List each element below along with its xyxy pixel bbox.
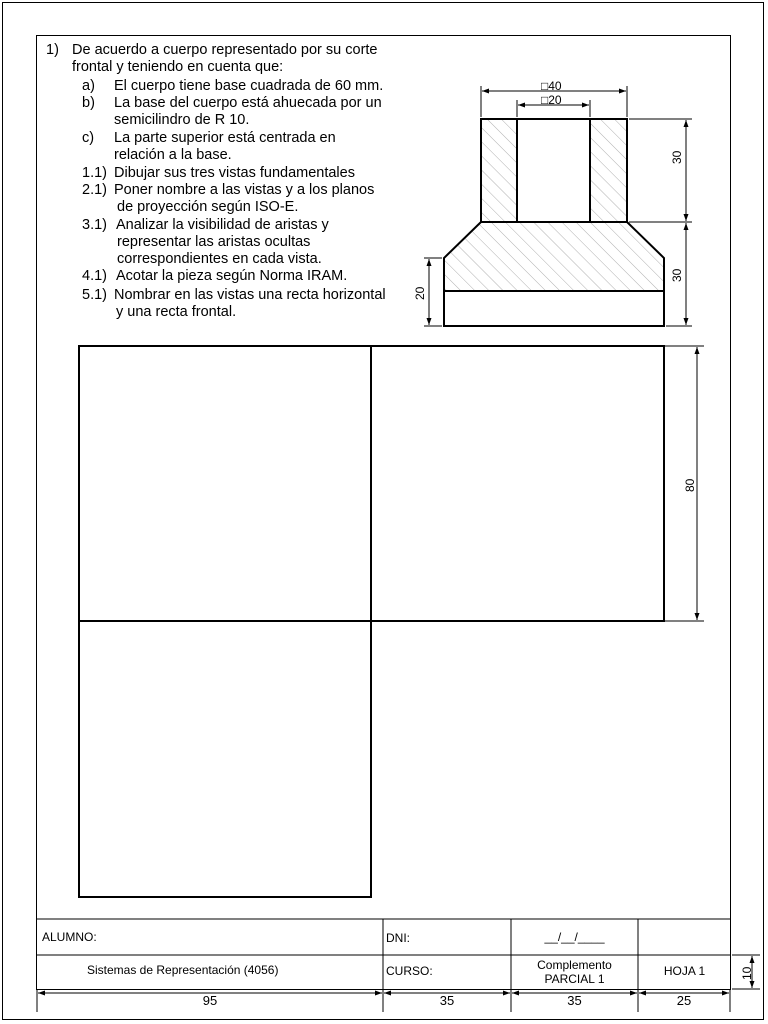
task-text: Poner nombre a las vistas y a los planos <box>114 182 375 198</box>
subject-name: Sistemas de Representación (4056) <box>87 963 279 977</box>
intro-line-2: frontal y teniendo en cuenta que: <box>72 59 284 75</box>
task-text: de proyección según ISO-E. <box>117 199 299 215</box>
task-text: Nombrar en las vistas una recta horizontal <box>114 287 386 303</box>
task-marker: 1.1) <box>82 165 107 181</box>
task-marker: 3.1) <box>82 217 107 233</box>
item-marker: c) <box>82 130 95 146</box>
dim-lower-height: 30 <box>670 268 684 282</box>
item-text: El cuerpo tiene base cuadrada de 60 mm. <box>114 78 384 94</box>
dim-top-inner: □20 <box>541 93 562 107</box>
dim-col-1: 95 <box>202 993 218 1008</box>
item-text: semicilindro de R 10. <box>114 112 250 128</box>
task-text: Analizar la visibilidad de aristas y <box>116 217 329 233</box>
item-text: La parte superior está centrada en <box>114 130 336 146</box>
dim-upper-height: 30 <box>670 150 684 164</box>
item-text: relación a la base. <box>114 147 232 163</box>
task-text: representar las aristas ocultas <box>117 234 311 250</box>
task-text: correspondientes en cada vista. <box>117 251 322 267</box>
item-marker: b) <box>82 95 95 111</box>
intro-line-1: De acuerdo a cuerpo representado por su corte <box>72 42 378 58</box>
dimension-lines <box>37 86 760 1012</box>
exam-type-line2: PARCIAL 1 <box>544 972 605 986</box>
dim-title-row-height: 10 <box>740 966 754 980</box>
sheet-number: HOJA 1 <box>663 964 706 978</box>
alumno-label: ALUMNO: <box>42 930 97 944</box>
item-marker: a) <box>82 78 95 94</box>
question-number: 1) <box>46 42 59 58</box>
dim-frame-height: 80 <box>683 478 697 492</box>
task-marker: 5.1) <box>82 287 107 303</box>
curso-label: CURSO: <box>386 964 433 978</box>
dni-label: DNI: <box>386 931 410 945</box>
task-marker: 2.1) <box>82 182 107 198</box>
task-text: y una recta frontal. <box>116 304 237 320</box>
date-field: __/__/____ <box>544 930 605 944</box>
dim-col-3: 35 <box>567 993 582 1008</box>
dim-col-4: 25 <box>676 993 692 1008</box>
view-frames <box>79 346 664 897</box>
task-text: Dibujar sus tres vistas fundamentales <box>114 165 355 181</box>
dim-top-outer: □40 <box>541 79 562 93</box>
exam-type-line1: Complemento <box>537 958 612 972</box>
item-text: La base del cuerpo está ahuecada por un <box>114 95 382 111</box>
dim-base-height: 20 <box>413 286 427 300</box>
task-text: Acotar la pieza según Norma IRAM. <box>116 268 348 284</box>
dim-col-2: 35 <box>439 993 455 1008</box>
section-hatching <box>444 119 664 291</box>
task-marker: 4.1) <box>82 268 107 284</box>
